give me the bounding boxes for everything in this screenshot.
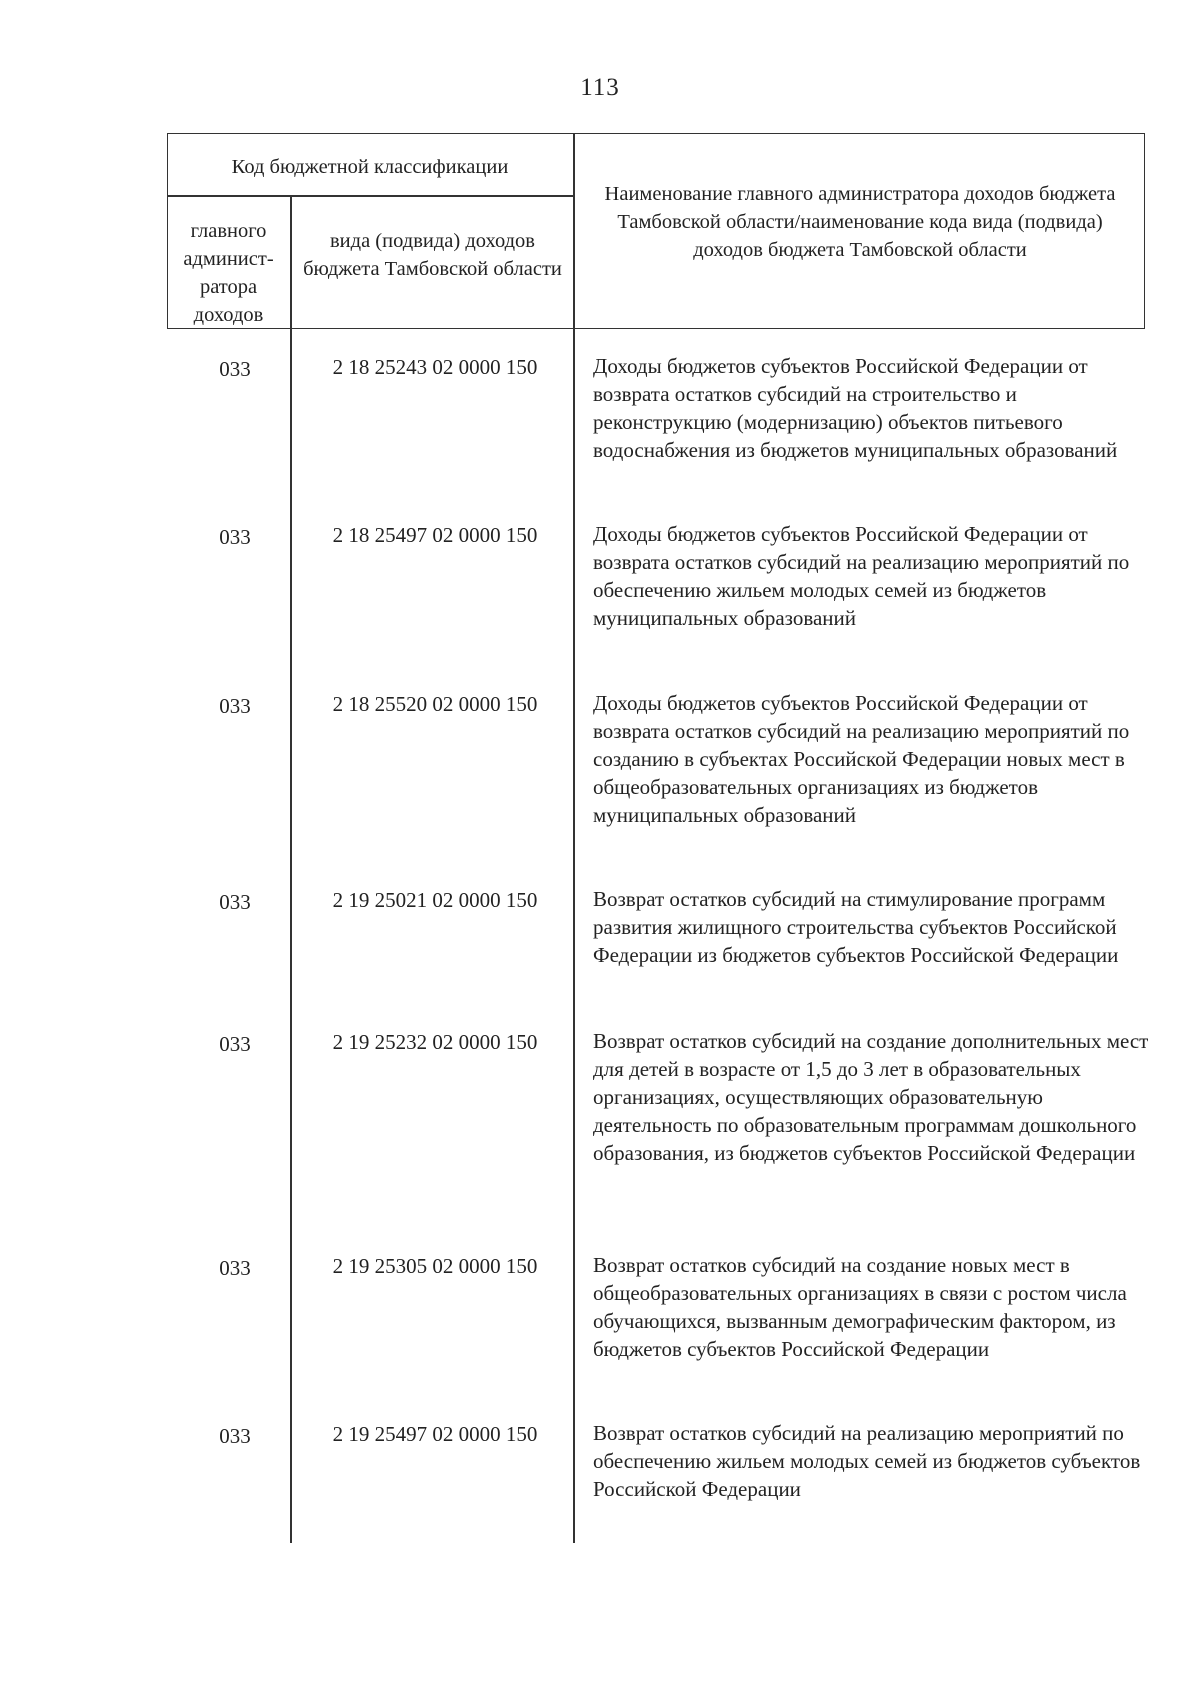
page-number: 113	[580, 74, 620, 101]
budget-code: 2 18 25520 02 0000 150	[332, 692, 538, 716]
admin-code: 033	[219, 1032, 251, 1056]
header-group-divider	[167, 195, 573, 197]
admin-code: 033	[219, 694, 251, 718]
income-name: Возврат остатков субсидий на создание новых мест в общеобразовательных организациях в связи с ростом числа обучающихся, вызванным демографическим фактором, из бюджетов субъектов Российской Федерации	[593, 1253, 1127, 1361]
income-name: Возврат остатков субсидий на создание дополнительных мест для детей в возрасте от 1,5 до 3 лет в образовательных организациях, осуществляющих образовательную деятельность по образовательным программам дошкольного образования, из бюджетов субъектов Российской Федерации	[593, 1029, 1149, 1165]
header-col-name: Наименование главного администратора доходов бюджета Тамбовской области/наименование кода вида (подвида) доходов бюджета Тамбовской области	[604, 183, 1116, 261]
admin-code: 033	[219, 1424, 251, 1448]
income-name: Доходы бюджетов субъектов Российской Федерации от возврата остатков субсидий на строительство и реконструкцию (модернизацию) объектов питьевого водоснабжения из бюджетов муниципальных образований	[593, 354, 1118, 462]
income-name: Возврат остатков субсидий на реализацию мероприятий по обеспечению жильем молодых семей из бюджетов субъектов Российской Федерации	[593, 1421, 1141, 1501]
budget-code: 2 19 25305 02 0000 150	[332, 1254, 538, 1278]
budget-code: 2 19 25497 02 0000 150	[332, 1422, 538, 1446]
income-name: Возврат остатков субсидий на стимулирование программ развития жилищного строительства субъектов Российской Федерации из бюджетов субъектов Российской Федерации	[593, 887, 1119, 967]
admin-code: 033	[219, 1256, 251, 1280]
budget-code: 2 19 25232 02 0000 150	[332, 1030, 538, 1054]
header-col-code: вида (подвида) доходов бюджета Тамбовской области	[303, 230, 562, 280]
column-divider-code	[290, 196, 292, 1543]
income-name: Доходы бюджетов субъектов Российской Федерации от возврата остатков субсидий на реализацию мероприятий по обеспечению жильем молодых семей из бюджетов муниципальных образований	[593, 522, 1130, 630]
admin-code: 033	[219, 357, 251, 381]
budget-code: 2 18 25497 02 0000 150	[332, 523, 538, 547]
header-col-admin: главного админист-ратора доходов	[183, 220, 274, 326]
budget-code: 2 18 25243 02 0000 150	[332, 355, 538, 379]
budget-code: 2 19 25021 02 0000 150	[332, 888, 538, 912]
income-name: Доходы бюджетов субъектов Российской Федерации от возврата остатков субсидий на реализацию мероприятий по созданию в субъектах Российской Федерации новых мест в общеобразовательных организациях из бюджетов муниципальных образований	[593, 691, 1130, 827]
admin-code: 033	[219, 890, 251, 914]
header-group-title: Код бюджетной классификации	[231, 156, 509, 178]
admin-code: 033	[219, 525, 251, 549]
column-divider-name	[573, 133, 575, 1543]
